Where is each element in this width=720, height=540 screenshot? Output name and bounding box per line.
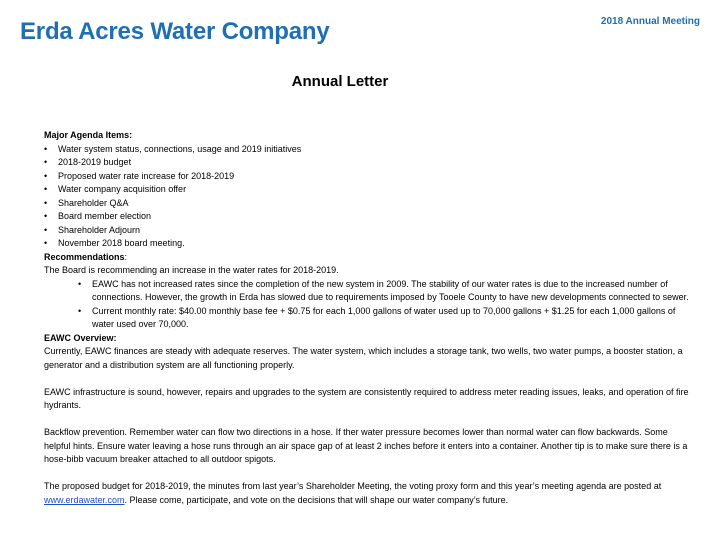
recommendations-heading-colon: : [124,251,128,262]
overview-paragraph-budget [44,480,696,507]
agenda-item [44,143,696,157]
agenda-item [44,170,696,184]
paragraph-spacer [44,413,696,427]
overview-paragraph-infrastructure: EAWC infrastructure is sound, however, repairs and upgrades to the system are consistently required to address meter reading issues, leaks, and operation of fire hydrants. [44,386,689,410]
meeting-tag: 2018 Annual Meeting [600,16,700,27]
overview-paragraph-backflow: Backflow prevention. Remember water can flow two directions in a hose. If ther water pressure becomes lower than normal water can flow backwards. Some helpful hints. Ensure water leaving a hose runs through an air space gap of at least 2 inches before it enters into a container. Another tip is to make sure there is a hose-bibb vacuum breaker attached to all outdoor spigots. [44,427,688,464]
bullet-icon: • [78,305,82,316]
bullet-icon: • [44,238,48,248]
agenda-item-text: Water system status, connections, usage and 2019 initiatives [58,143,302,154]
recommendations-intro: The Board is recommending an increase in the water rates for 2018-2019. [44,265,339,275]
agenda-item [44,210,696,224]
agenda-item-text: Board member election [58,211,152,221]
bullet-icon: • [44,143,48,154]
agenda-heading: Major Agenda Items: [44,130,133,140]
agenda-item [44,156,696,170]
recommendation-text: EAWC has not increased rates since the completion of the new system in 2009. The stability of our water rates is due to the increased number of connections. However, the growth in Erda has slowed due to requirements imposed by Tooele County to have new developments connected to sewer. [92,278,689,302]
bullet-icon: • [44,184,48,194]
agenda-item-text: Shareholder Adjourn [58,224,141,235]
agenda-item-text: November 2018 board meeting. [58,238,185,248]
recommendations-heading-line [44,251,696,265]
bullet-icon: • [44,197,48,208]
agenda-item [44,197,696,211]
bullet-icon: • [78,278,82,289]
budget-text-before-link: The proposed budget for 2018-2019, the minutes from last year’s Shareholder Meeting, the voting proxy form and this year’s meeting agenda are posted at [44,481,662,491]
website-link[interactable]: www.erdawater.com [44,494,125,505]
company-title: Erda Acres Water Company [20,18,330,45]
agenda-item-text: 2018-2019 budget [58,157,132,167]
budget-text-after-link: . Please come, participate, and vote on the decisions that will shape our water company’s future. [124,494,509,505]
bullet-icon: • [44,211,48,221]
overview-heading: EAWC Overview: [44,332,117,343]
bullet-icon: • [44,170,48,181]
recommendation-text: Current monthly rate: $40.00 monthly base fee + $0.75 for each 1,000 gallons of water used up to 70,000 gallons + $1.25 for each 1,000 gallons of water used over 70,000. [92,305,676,329]
agenda-item-text: Water company acquisition offer [58,184,187,194]
agenda-item-text: Proposed water rate increase for 2018-2019 [58,170,235,181]
recommendations-heading: Recommendations [44,251,125,262]
recommendation-point [78,305,696,332]
agenda-list [44,143,696,251]
recommendation-point [78,278,696,305]
agenda-item [44,183,696,197]
agenda-item [44,237,696,251]
recommendations-list [44,278,696,332]
letter-body [44,129,696,507]
agenda-item-text: Shareholder Q&A [58,197,129,208]
overview-paragraph-finances: Currently, EAWC finances are steady with adequate reserves. The water system, which includes a storage tank, two wells, two water pumps, a booster station, a generator and a distribution system are all functioning properly. [44,346,683,370]
bullet-icon: • [44,224,48,235]
paragraph-spacer [44,372,696,386]
paragraph-spacer [44,467,696,481]
letter-title: Annual Letter [291,73,389,90]
agenda-item [44,224,696,238]
bullet-icon: • [44,157,48,167]
